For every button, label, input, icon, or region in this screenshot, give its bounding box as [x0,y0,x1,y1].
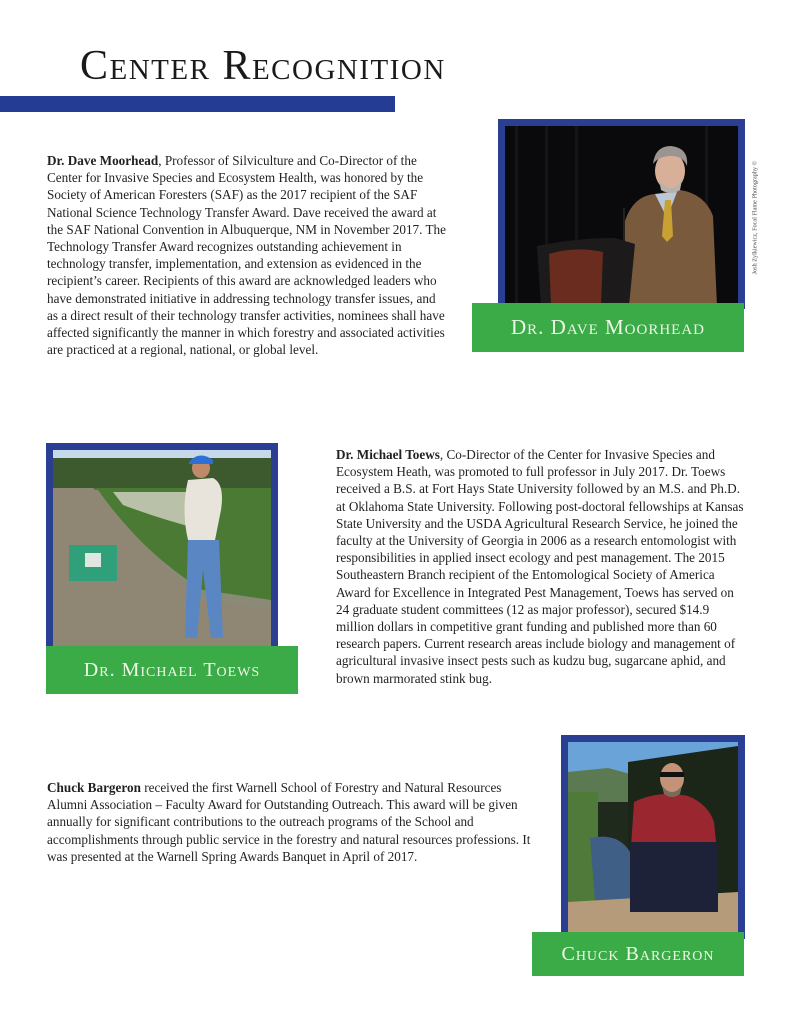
toews-paragraph [336,446,746,687]
bargeron-paragraph [47,779,537,865]
toews-text: , Co-Director of the Center for Invasive Species and Ecosystem Heath, was promoted to full professor in July 2017. Dr. Toews received a B.S. at Fort Hays State University followed by an M.S. and Ph.D. at Oklahoma State University. Following post-doctoral fellowships at Kansas State University and the USDA Agricultural Research Service, he joined the faculty at the University of Georgia in 2006 as a research entomologist with responsibilities in applied insect ecology and pest management. The 2015 Southeastern Branch recipient of the Entomological Society of America Award for Excellence in Integrated Pest Management, Toews has served on 24 graduate student committees (12 as major professor), secured $14.9 million dollars in competitive grant funding and published more than 60 research papers. Current research areas include biology and management of agricultural invasive insect pests such as kudzu bug, sugarcane aphid, and brown marmorated stink bug. [336,447,744,686]
moorhead-name-bold: Dr. Dave Moorhead [47,153,159,168]
moorhead-photo-credit: Josh Zylkiewicz, Focal Flame Photography © [751,160,759,275]
bargeron-photo [568,742,738,932]
bargeron-name-label: Chuck Bargeron [532,932,744,976]
toews-photo [53,450,271,646]
bargeron-name-bold: Chuck Bargeron [47,780,141,795]
bargeron-photo-frame [561,735,745,939]
bargeron-photo-image [568,742,738,932]
toews-photo-frame [46,443,278,653]
bargeron-text: received the first Warnell School of Forestry and Natural Resources Alumni Association – Faculty Award for Outstanding Outreach. This award will be given annually for significant contributions to the outreach programs of the School and accomplishments through public service in the forestry and natural resources professions. It was presented at the Warnell Spring Awards Banquet in April of 2017. [47,780,531,864]
toews-photo-image [53,450,271,646]
moorhead-photo-image [505,126,738,306]
page-title: Center Recognition [80,43,446,89]
moorhead-photo [505,126,738,306]
toews-name-label: Dr. Michael Toews [46,646,298,694]
title-underline-bar [0,96,395,112]
moorhead-text: , Professor of Silviculture and Co-Director of the Center for Invasive Species and Ecosystem Health, was honored by the Society of American Foresters (SAF) as the 2017 recipient of the SAF National Science Technology Transfer Award. Dave received the award at the SAF National Convention in Albuquerque, NM in November 2017. The Technology Transfer Award recognizes outstanding achievement in technology transfer, implementation, and extension as evidenced in the recipient’s career. Recipients of this award are acknowledged leaders who have demonstrated initiative in addressing technology transfer issues, and as a direct result of their technology transfer activities, nominees shall have affected significantly the manner in which forestry and associated activities are practiced at a regional, national, or global level. [47,153,446,358]
moorhead-paragraph [47,152,447,358]
moorhead-name-label: Dr. Dave Moorhead [472,303,744,352]
toews-name-bold: Dr. Michael Toews [336,447,440,462]
moorhead-photo-frame [498,119,745,309]
